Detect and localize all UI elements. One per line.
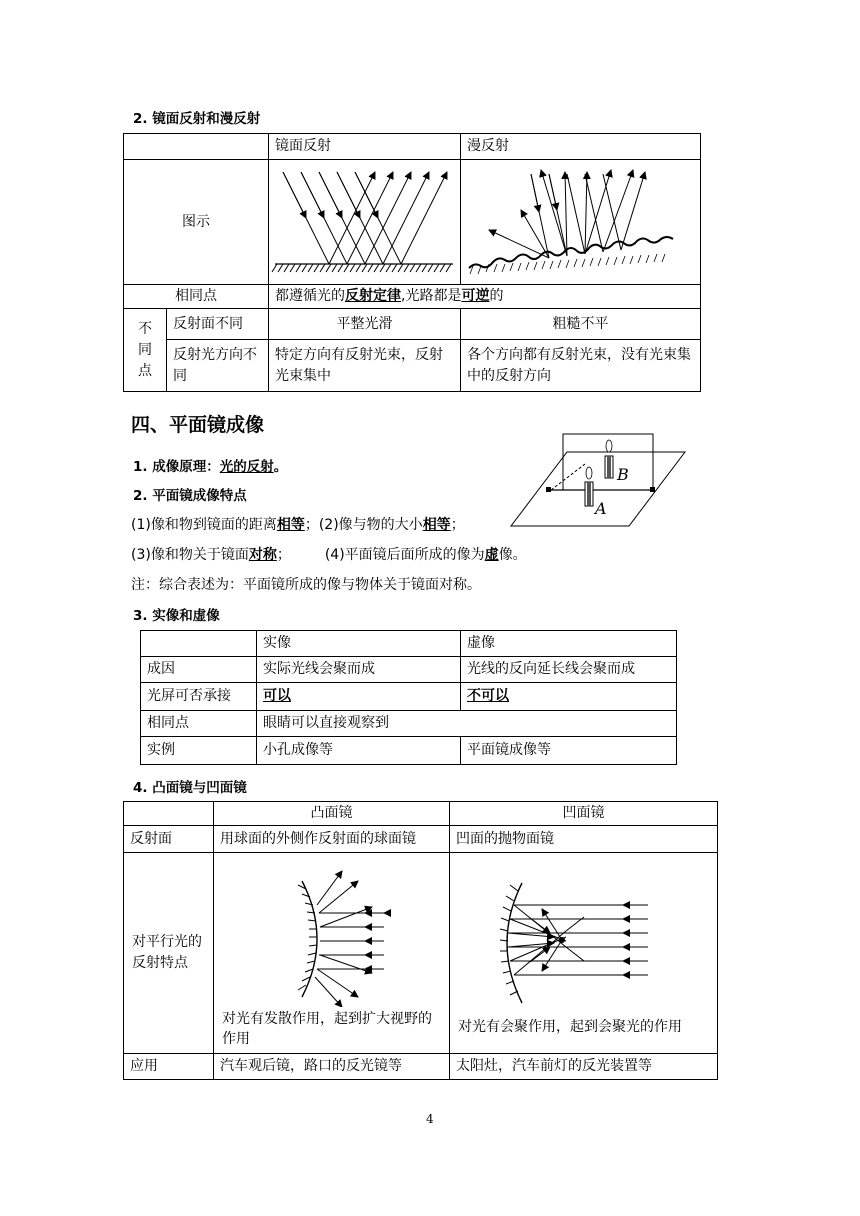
same-point-text: 都遵循光的反射定律,光路都是可逆的 — [269, 285, 701, 309]
surface-diffuse: 粗糙不平 — [461, 309, 701, 340]
use-convex: 汽车观后镜，路口的反光镜等 — [214, 1054, 450, 1080]
section-heading-real-virtual: 3. 实像和虚像 — [133, 608, 220, 624]
row-label-different: 不同点 — [124, 309, 167, 392]
example-virtual: 平面镜成像等 — [461, 737, 677, 765]
surface-convex: 用球面的外侧作反射面的球面镜 — [214, 826, 450, 853]
principle-line: 1. 成像原理：光的反射。 — [133, 459, 288, 475]
use-concave: 太阳灶，汽车前灯的反光装置等 — [450, 1054, 718, 1080]
row-label-application: 应用 — [124, 1054, 214, 1080]
real-virtual-table — [140, 630, 677, 765]
row-label-screen: 光屏可否承接 — [141, 683, 257, 711]
diffuse-reflection-diagram — [461, 160, 700, 284]
screen-real: 可以 — [257, 683, 461, 711]
surface-specular: 平整光滑 — [269, 309, 461, 340]
cause-real: 实际光线会聚而成 — [257, 657, 461, 683]
parallel-convex-text: 对光有发散作用，起到扩大视野的作用 — [222, 1011, 432, 1047]
label-a: A — [595, 499, 607, 518]
direction-specular: 特定方向有反射光束，反射光束集中 — [269, 340, 461, 392]
concave-cell — [450, 853, 718, 1054]
cause-virtual: 光线的反向延长线会聚而成 — [461, 657, 677, 683]
row-label-direction: 反射光方向不同 — [167, 340, 269, 392]
convex-cell — [214, 853, 450, 1054]
features-heading: 2. 平面镜成像特点 — [133, 488, 247, 504]
parallel-concave-text: 对光有会聚作用，起到会聚光的作用 — [458, 1019, 682, 1035]
feature-line-1: (1)像和物到镜面的距离相等；(2)像与物的大小相等； — [131, 517, 465, 533]
row-label-surface: 反射面不同 — [167, 309, 269, 340]
example-real: 小孔成像等 — [257, 737, 461, 765]
col-header-virtual: 虚像 — [461, 631, 677, 657]
screen-virtual: 不可以 — [461, 683, 677, 711]
plane-mirror-candle-figure — [505, 428, 690, 530]
reflection-table — [123, 133, 701, 392]
row-label-common: 相同点 — [141, 711, 257, 737]
specular-diagram-cell — [269, 160, 461, 285]
row-label-cause: 成因 — [141, 657, 257, 683]
row-label-example: 实例 — [141, 737, 257, 765]
convex-mirror-diagram — [222, 857, 440, 1007]
label-b: B — [617, 465, 629, 484]
col-header-diffuse: 漫反射 — [461, 134, 701, 160]
note-line: 注：综合表述为：平面镜所成的像与物体关于镜面对称。 — [131, 577, 481, 593]
col-header-specular: 镜面反射 — [269, 134, 461, 160]
col-header-concave: 凹面镜 — [450, 802, 718, 826]
row-label-diagram: 图示 — [124, 160, 269, 285]
row-label-reflect-surface: 反射面 — [124, 826, 214, 853]
section-heading-reflection: 2. 镜面反射和漫反射 — [133, 111, 261, 127]
feature-line-2: (3)像和物关于镜面对称； (4)平面镜后面所成的像为虚像。 — [131, 547, 527, 563]
surface-concave: 凹面的抛物面镜 — [450, 826, 718, 853]
convex-concave-table — [123, 801, 718, 1080]
specular-reflection-diagram — [269, 160, 460, 284]
page-number: 4 — [426, 1112, 434, 1126]
direction-diffuse: 各个方向都有反射光束，没有光束集中的反射方向 — [461, 340, 701, 392]
col-header-real: 实像 — [257, 631, 461, 657]
section-title-plane-mirror: 四、平面镜成像 — [131, 414, 265, 436]
diffuse-diagram-cell — [461, 160, 701, 285]
col-header-convex: 凸面镜 — [214, 802, 450, 826]
row-label-same: 相同点 — [124, 285, 269, 309]
common-text: 眼睛可以直接观察到 — [257, 711, 677, 737]
row-label-parallel-light: 对平行光的反射特点 — [124, 853, 214, 1054]
concave-mirror-diagram — [458, 861, 710, 1011]
section-heading-convex-concave: 4. 凸面镜与凹面镜 — [133, 780, 247, 796]
